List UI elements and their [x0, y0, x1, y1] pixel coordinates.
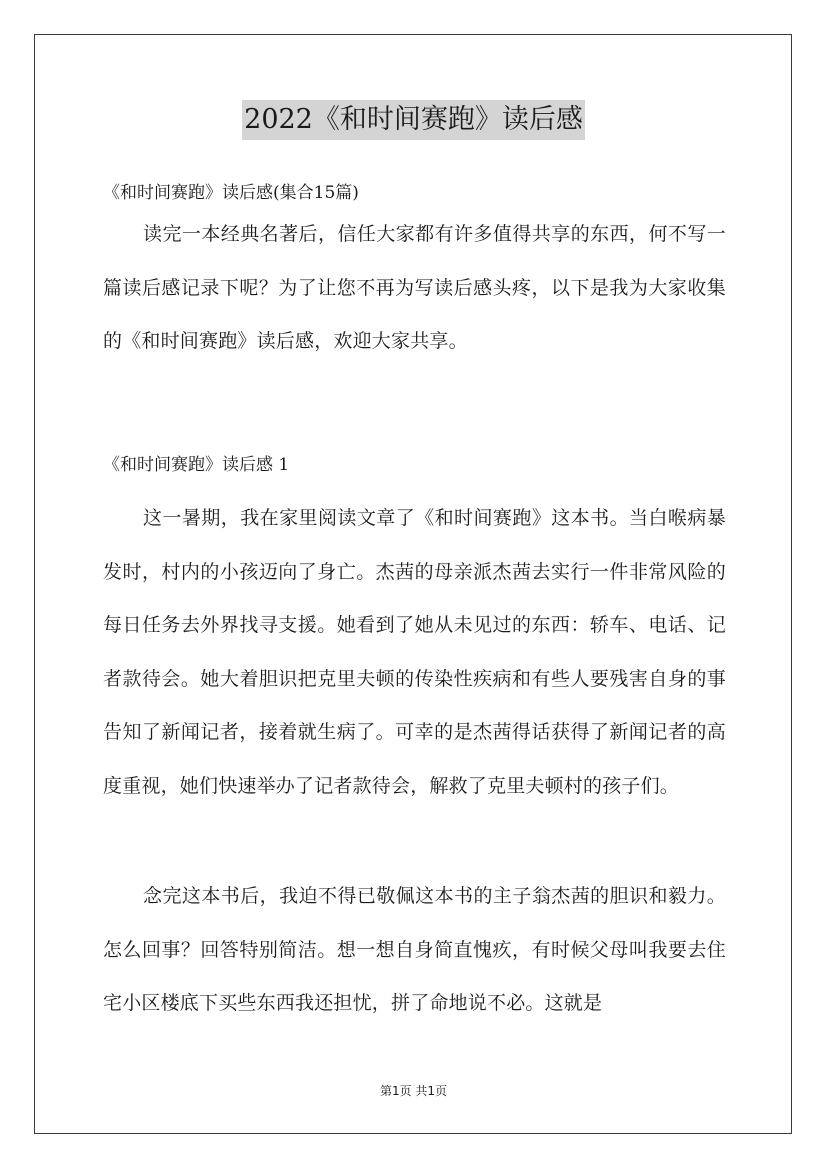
section-heading: 《和时间赛跑》读后感 1	[103, 455, 290, 475]
page-footer	[0, 1082, 827, 1100]
document-subtitle: 《和时间赛跑》读后感(集合15篇)	[103, 183, 359, 203]
page-number-label: 第1页	[379, 1084, 412, 1098]
body-paragraph-1: 这一暑期，我在家里阅读文章了《和时间赛跑》这本书。当白喉病暴发时，村内的小孩迈向了身亡。杰茜的母亲派杰茜去实行一件非常风险的每日任务去外界找寻支援。她看到了她从未见过的东西：轿车、电话、记者款待会。她大着胆识把克里夫顿的传染性疾病和有些人要残害自身的事告知了新闻记者，接着就生病了。可幸的是杰茜得话获得了新闻记者的高度重视，她们快速举办了记者款待会，解救了克里夫顿村的孩子们。	[103, 507, 726, 797]
page-total-label: 共1页	[415, 1084, 448, 1098]
title-wrap	[0, 100, 827, 140]
document-title: 2022《和时间赛跑》读后感	[242, 100, 585, 140]
intro-paragraph: 读完一本经典名著后，信任大家都有许多值得共享的东西，何不写一篇读后感记录下呢？为了让您不再为写读后感头疼，以下是我为大家收集的《和时间赛跑》读后感，欢迎大家共享。	[103, 223, 726, 352]
body-paragraph-2: 念完这本书后，我迫不得已敬佩这本书的主子翁杰茜的胆识和毅力。怎么回事？回答特别简洁。想一想自身简直愧疚，有时候父母叫我要去住宅小区楼底下买些东西我还担忧，拼了命地说不必。这就是	[103, 885, 726, 1014]
